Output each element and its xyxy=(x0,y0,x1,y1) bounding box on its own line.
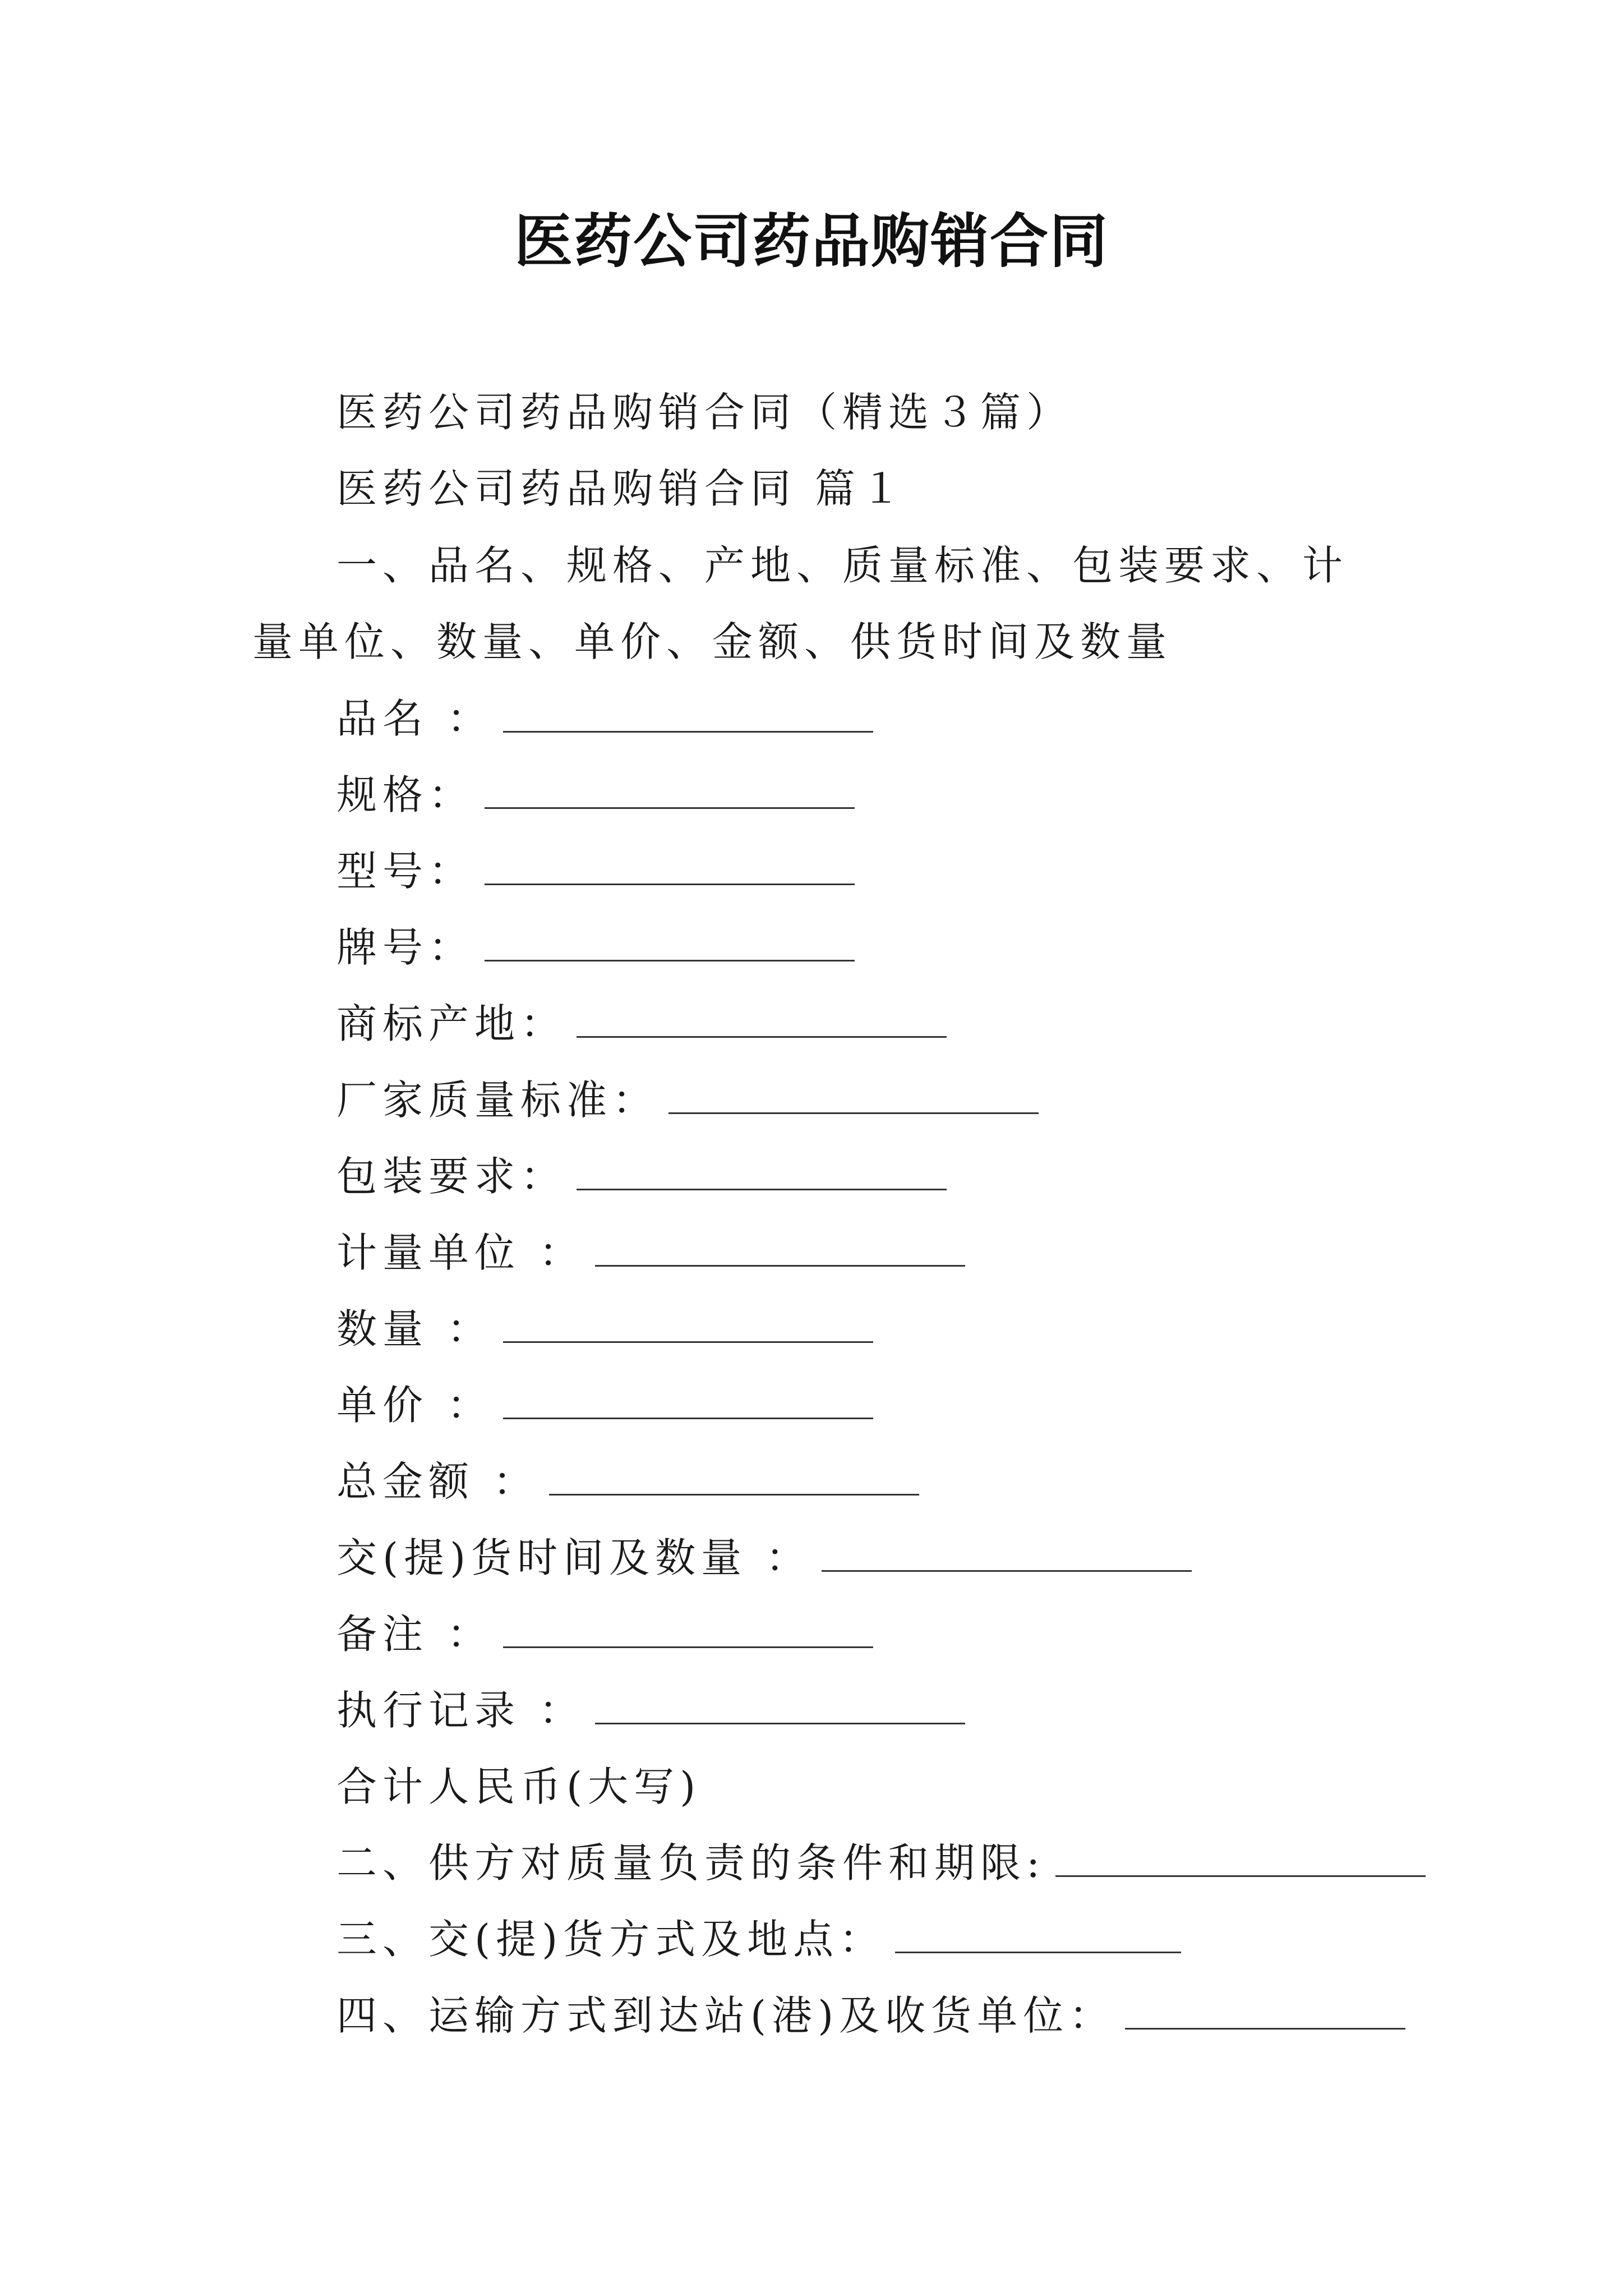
field-model xyxy=(336,846,855,896)
field-remarks xyxy=(336,1609,873,1659)
field-label: 数量 ： xyxy=(336,1305,493,1352)
field-label: 商标产地： xyxy=(336,1000,567,1047)
field-label: 单价 ： xyxy=(336,1382,493,1429)
field-quantity xyxy=(336,1304,873,1354)
blank-line xyxy=(503,1387,873,1419)
clause-2-text: 二、供方对质量负责的条件和期限: xyxy=(336,1839,1046,1887)
clause-2 xyxy=(336,1838,1426,1888)
clause-3-text: 三、交(提)货方式及地点： xyxy=(336,1916,886,1963)
field-label: 规格： xyxy=(336,771,475,818)
blank-line xyxy=(577,1158,947,1190)
blank-line xyxy=(485,853,855,885)
field-execution-record xyxy=(336,1685,965,1736)
blank-line xyxy=(485,777,855,809)
blank-line xyxy=(549,1464,919,1496)
field-quality-standard xyxy=(336,1075,1039,1125)
field-label: 型号： xyxy=(336,848,475,895)
field-delivery-time xyxy=(336,1533,1192,1583)
field-label: 厂家质量标准： xyxy=(336,1076,659,1124)
field-unit xyxy=(336,1227,965,1278)
field-unit-price xyxy=(336,1380,873,1430)
blank-line xyxy=(485,930,855,961)
field-label: 交(提)货时间及数量 ： xyxy=(336,1534,812,1581)
field-trademark-origin xyxy=(336,999,947,1049)
blank-line xyxy=(503,1311,873,1343)
field-label: 总金额 ： xyxy=(336,1458,539,1505)
blank-line xyxy=(1125,1998,1405,2030)
blank-line xyxy=(503,1616,873,1648)
blank-line xyxy=(503,701,873,733)
field-label: 品名 ： xyxy=(336,695,493,742)
field-label: 牌号： xyxy=(336,924,475,971)
total-rmb: 合计人民币(大写) xyxy=(336,1763,702,1810)
clause-1: 一、品名、规格、产地、质量标准、包装要求、计量单位、数量、单价、金额、供货时间及数量 xyxy=(252,542,1349,665)
field-label: 计量单位 ： xyxy=(336,1229,585,1276)
blank-line xyxy=(595,1235,965,1267)
section-heading: 医药公司药品购销合同 篇１ xyxy=(336,465,907,512)
document-subtitle: 医药公司药品购销合同（精选３篇） xyxy=(336,389,1073,436)
field-packaging xyxy=(336,1151,947,1202)
blank-line xyxy=(668,1082,1039,1114)
field-brand xyxy=(336,922,855,973)
field-product-name xyxy=(336,693,873,744)
field-label: 包装要求： xyxy=(336,1153,567,1200)
blank-line xyxy=(895,1921,1181,1953)
clause-3 xyxy=(336,1914,1181,1964)
clause-4-text: 四、运输方式到达站(港)及收货单位： xyxy=(336,1992,1115,2039)
blank-line xyxy=(1055,1845,1426,1877)
field-specification xyxy=(336,770,855,820)
field-label: 备注 ： xyxy=(336,1611,493,1658)
field-label: 执行记录 ： xyxy=(336,1687,585,1734)
document-title: 医药公司药品购销合同 xyxy=(514,207,1109,275)
blank-line xyxy=(577,1006,947,1038)
field-total-amount xyxy=(336,1456,919,1507)
clause-4 xyxy=(336,1990,1405,2041)
blank-line xyxy=(822,1540,1192,1572)
blank-line xyxy=(595,1692,965,1724)
